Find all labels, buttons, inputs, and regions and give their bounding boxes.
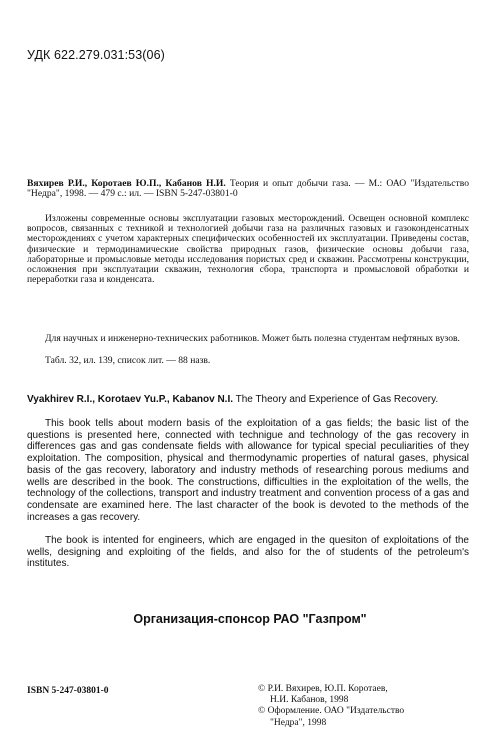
ru-bibliographic-heading	[27, 179, 469, 199]
en-audience: The book is intented for engineers, which are engaged in the quesiton of exploitations of the wells, designing and exploiting of the fields, and also for the of students of the petroleum's institutes.	[27, 535, 469, 570]
ru-tables-info: Табл. 32, ил. 139, список лит. — 88 назв.	[45, 355, 211, 366]
ru-annotation: Изложены современные основы эксплуатации газовых месторождений. Освещен основной комплекс вопросов, связанных с техникой и технологией добычи газа на различных газовых и газоконденсатных месторождениях с учетом характерных специфических особенностей их эксплуатации. Приведены состав, физические и термодинамические свойства природных газов, физические основы добычи газа, лабораторные и промысловые методы исследования пористых сред и скважин. Рассмотрены конструкции, осложнения при эксплуатации скважин, технология сбора, транспорта и промысловой обработки и переработки газа и конденсата.	[27, 213, 469, 286]
ru-citation: Теория и опыт добычи газа. — М.: ОАО "Издательство "Недра", 1998. — 479 с.: ил. — ISBN 5-247-03801-0	[27, 178, 469, 200]
copyright-line-1: © Р.И. Вяхирев, Ю.П. Коротаев,	[258, 684, 388, 694]
copyright-line-3: © Оформление. ОАО "Издательство	[258, 706, 405, 717]
en-authors: Vyakhirev R.I., Korotaev Yu.P., Kabanov N.I.	[27, 394, 234, 405]
en-bibliographic-heading	[27, 394, 469, 406]
sponsor-line: Организация-спонсор РАО "Газпром"	[133, 612, 367, 626]
copyright-line-4: "Недра", 1998	[270, 717, 327, 728]
ru-authors: Вяхирев Р.И., Коротаев Ю.П., Кабанов Н.И.	[27, 178, 226, 189]
en-annotation: This book tells about modern basis of the exploitation of a gas fields; the basic list of the questions is presented here, connected with technigue and technology of the gas recovery in differences gas and gas condensate fields with allowance for typical special peculiarities of they exploitation. The composition, physical and thermodynamic properties of natural gases, physical basis of the gas recovery, laboratory and industry methods of researching porous mediums and wells are described in the book. The constructions, difficulties in the exploitation of the wells, the technology of the collections, transport and industry treatment and convention process of a gas and condensate are examined here. The last character of the book is devoted to the methods of the increases a gas recovery.	[27, 418, 469, 523]
ru-audience: Для научных и инженерно-технических работников. Может быть полезна студентам нефтяных вузов.	[45, 333, 460, 344]
copyright-line-2: Н.И. Кабанов, 1998	[270, 695, 349, 706]
udk-code: УДК 622.279.031:53(06)	[27, 48, 165, 62]
en-title: The Theory and Experience of Gas Recovery.	[233, 394, 439, 405]
isbn: ISBN 5-247-03801-0	[27, 686, 109, 696]
copyright-block	[258, 684, 473, 729]
